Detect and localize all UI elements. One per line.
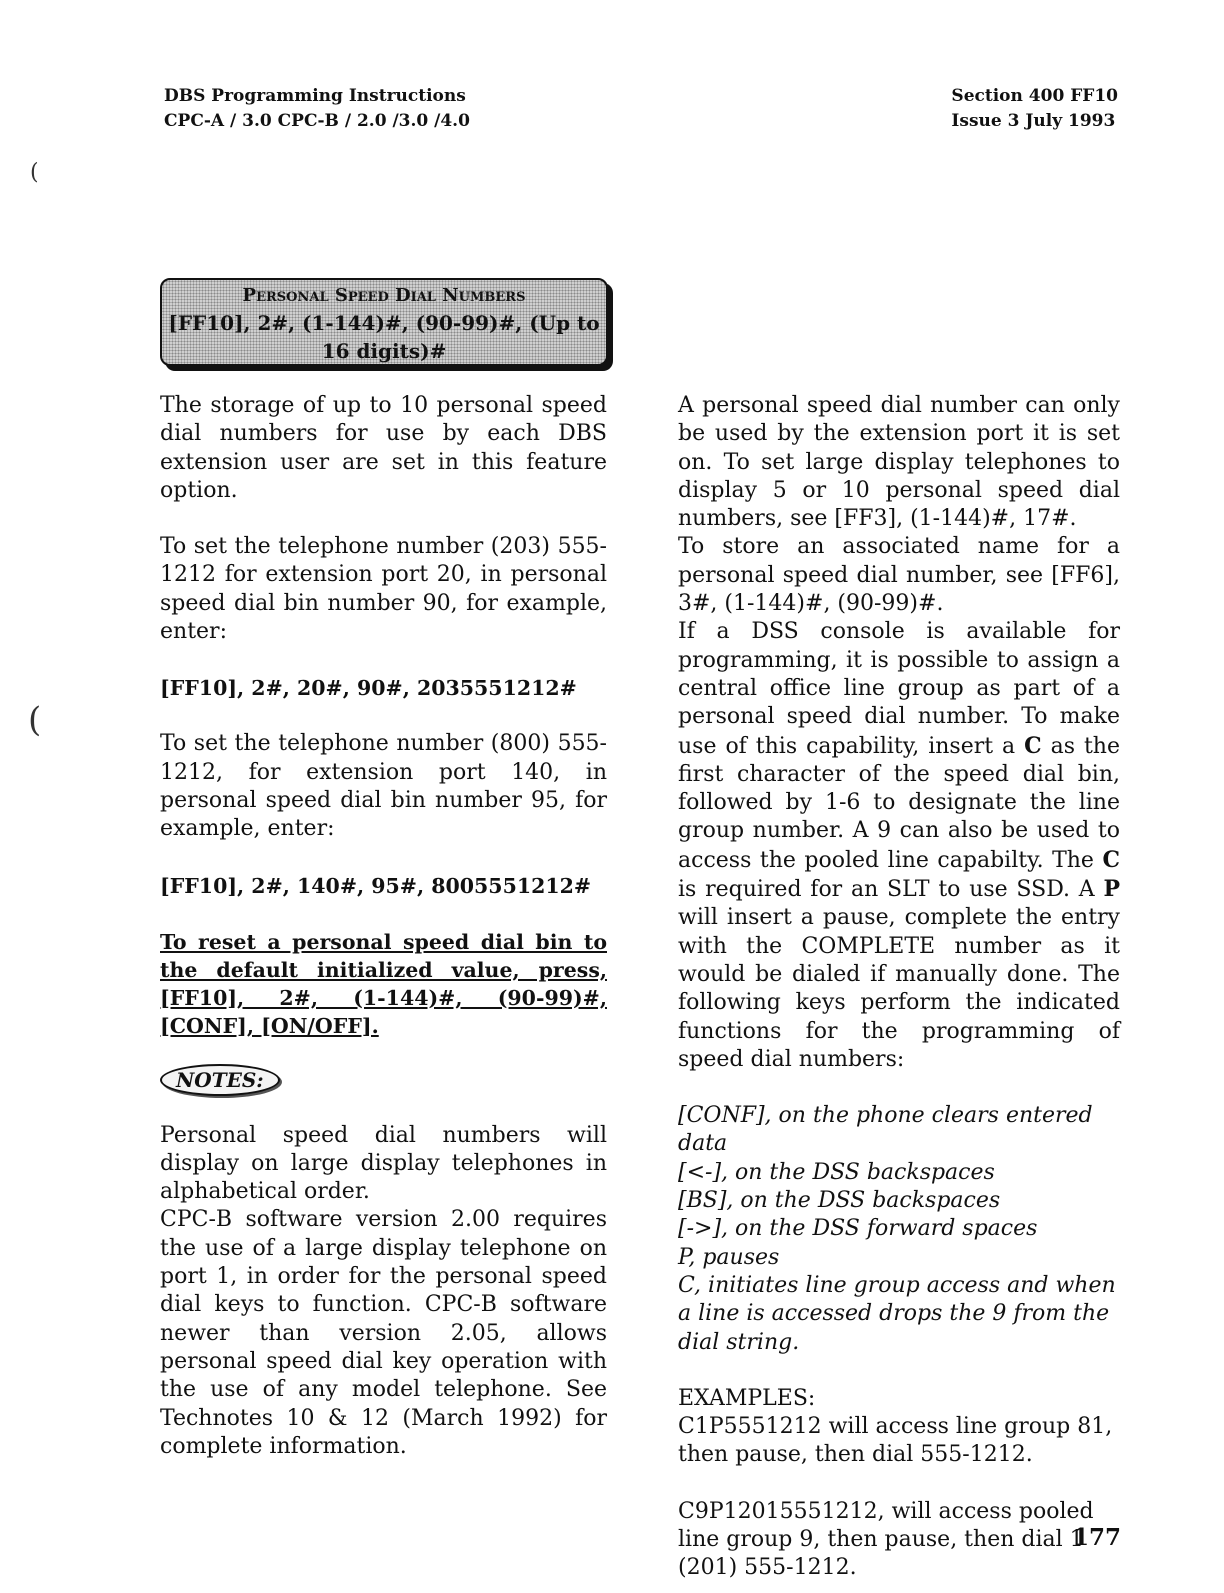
para-dss-console: If a DSS console is available for programming, it is possible to assign a central office line group as part of a personal speed dial number. To make use of this capability, insert a C as the first character of the speed dial bin, followed by 1-6 to designate the line group number. A 9 can also be used to access the pooled line capabilty. The C is required for an SLT to use SSD. A P will insert a pause, complete the entry with the COMPLETE number as it would be dialed if manually done. The following keys perform the indicated functions for the programming of speed dial numbers:	[678, 619, 1120, 1072]
feature-code-line1: [FF10], 2#, (1-144)#, (90-99)#, (Up to	[168, 311, 600, 335]
feature-title-box	[160, 278, 608, 366]
header-left	[164, 84, 470, 134]
feature-name: Personal Speed Dial Numbers	[242, 285, 526, 306]
example1-command: [FF10], 2#, 20#, 90#, 2035551212#	[160, 676, 577, 701]
reset-instruction: To reset a personal speed dial bin to the default initialized value, press, [FF10], 2#, (1-144)#, (90-99)#, [CONF], [ON/OFF].	[160, 929, 607, 1038]
key-p: P, pauses	[678, 1244, 780, 1270]
key-conf: [CONF], on the phone clears entered data	[678, 1103, 1093, 1157]
issue-date: Issue 3 July 1993	[951, 111, 1116, 131]
key-left-arrow: [<-], on the DSS backspaces	[678, 1159, 995, 1185]
header-right	[951, 84, 1118, 134]
note-cpcb: CPC-B software version 2.00 requires the use of a large display telephone on port 1, in order for the personal speed dial keys to function. CPC-B software newer than version 2.05, allows personal speed dial key operation with the use of any model telephone. See Technotes 10 & 12 (March 1992) for complete information.	[160, 1207, 607, 1459]
example-c1p: C1P5551212 will access line group 81, then pause, then dial 555-1212.	[678, 1414, 1113, 1468]
para-associated-name: To store an associated name for a personal speed dial number, see [FF6], 3#, (1-144)#, (90-99)#.	[678, 534, 1120, 617]
example2-command: [FF10], 2#, 140#, 95#, 8005551212#	[160, 873, 592, 898]
margin-mark: (	[28, 700, 42, 740]
note-alphabetical: Personal speed dial numbers will display on large display telephones in alphabetical order.	[160, 1122, 607, 1205]
examples-label: EXAMPLES:	[678, 1385, 816, 1411]
intro-paragraph: The storage of up to 10 personal speed dial numbers for use by each DBS extension user are set in this feature option.	[160, 393, 607, 503]
para-extension-port: A personal speed dial number can only be used by the extension port it is set on. To set large display telephones to display 5 or 10 personal speed dial numbers, see [FF3], (1-144)#, 17#.	[678, 393, 1120, 532]
key-c: C, initiates line group access and when a line is accessed drops the 9 from the dial string.	[678, 1272, 1116, 1355]
margin-mark: (	[30, 160, 39, 185]
left-column	[160, 392, 607, 1461]
doc-title: DBS Programming Instructions	[164, 86, 466, 106]
example-c9p: C9P12015551212, will access pooled line group 9, then pause, then dial 1 (201) 555-1212.	[678, 1498, 1094, 1581]
doc-versions: CPC-A / 3.0 CPC-B / 2.0 /3.0 /4.0	[164, 111, 470, 131]
feature-code-line2: 16 digits)#	[321, 339, 447, 363]
key-bs: [BS], on the DSS backspaces	[678, 1188, 1001, 1214]
page-number: 177	[1072, 1524, 1121, 1551]
example1-text: To set the telephone number (203) 555-1212 for extension port 20, in personal speed dial bin number 90, for example, enter:	[160, 534, 607, 645]
key-right-arrow: [->], on the DSS forward spaces	[678, 1216, 1038, 1242]
notes-badge: NOTES:	[160, 1064, 280, 1096]
key-functions-list	[678, 1102, 1120, 1357]
right-column	[678, 392, 1120, 1583]
example2-text: To set the telephone number (800) 555-1212, for extension port 140, in personal speed dial bin number 95, for example, enter:	[160, 731, 607, 842]
section-label: Section 400 FF10	[951, 86, 1118, 106]
